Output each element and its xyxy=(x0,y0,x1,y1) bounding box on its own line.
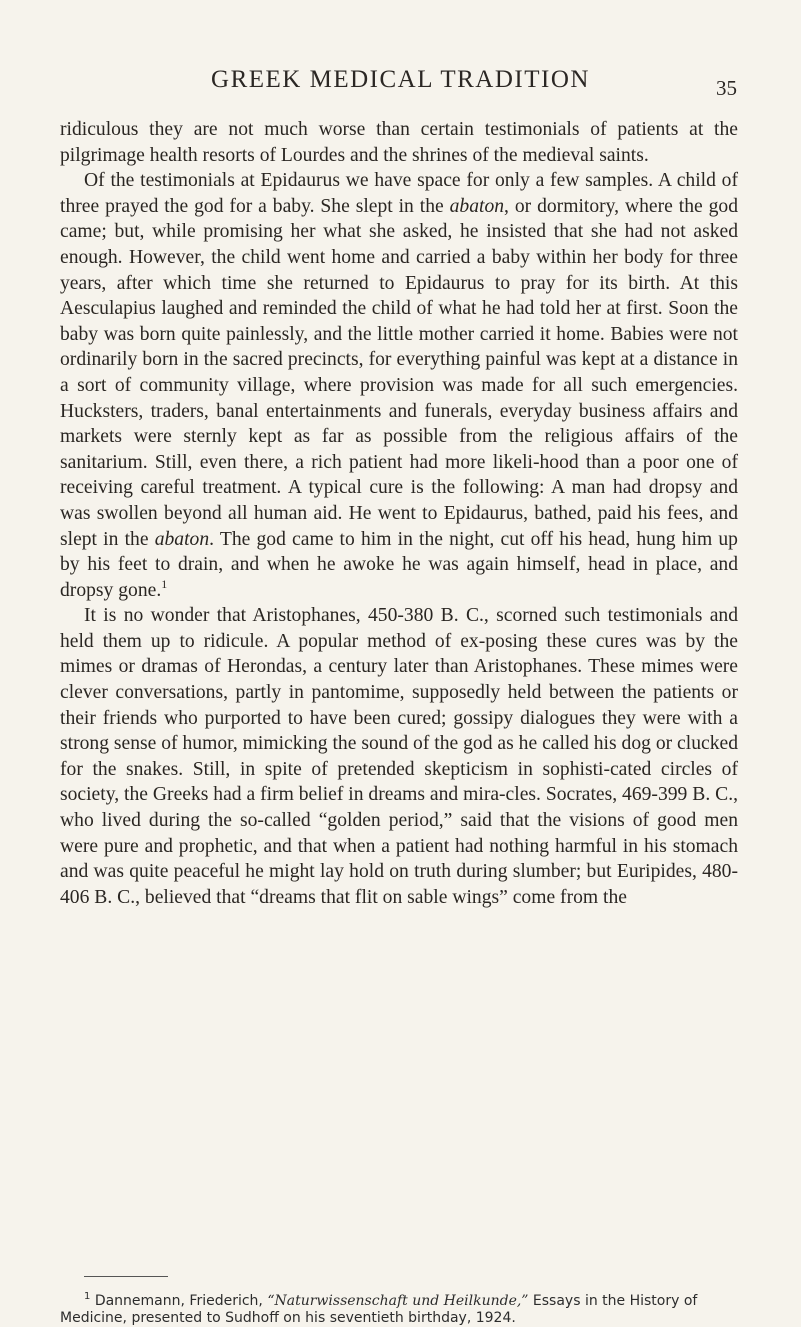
footnote-text-a: Dannemann, Friederich, xyxy=(90,1293,268,1309)
paragraph-2 xyxy=(60,168,738,603)
page-header xyxy=(0,66,801,100)
abaton-term: abaton xyxy=(449,195,505,217)
paragraph-2-text-a: Of the testimonials at Epidaurus we have space for only a few samples. A child of three prayed the god for a baby. She slept in the xyxy=(60,170,738,217)
footnote-text-b: Essays in the History of Medicine, presented to Sudhoff on his seventieth birthday, 1924. xyxy=(60,1293,698,1326)
running-head: GREEK MEDICAL TRADITION xyxy=(211,66,590,93)
footnote-reference[interactable]: 1 xyxy=(161,576,168,591)
footnote-mark: 1 xyxy=(84,1291,91,1302)
body-text xyxy=(60,117,738,910)
paragraph-3: It is no wonder that Aristophanes, 450-380 B. C., scorned such testimonials and held them up to ridicule. A popular method of ex-posing these cures was by the mimes or dramas of Herondas, a century later than Aristophanes. These mimes were clever conversations, partly in pantomime, supposedly held between the patients or their friends who purported to have been cured; gossipy dialogues they were with a strong sense of humor, mimicking the sound of the god as he called his dog or clucked for the snakes. Still, in spite of pretended skepticism in sophisti-cated circles of society, the Greeks had a firm belief in dreams and mira-cles. Socrates, 469-399 B. C., who lived during the so-called “golden period,” said that the visions of good men were pure and prophetic, and that when a patient had nothing harmful in his stomach and was quite peaceful he might lay hold on truth during slumber; but Euripides, 480-406 B. C., believed that “dreams that flit on sable wings” come from the xyxy=(60,605,738,908)
paragraph-2-text-c: . The god came to him in the night, cut off his head, hung him up by his feet to drain, and when he awoke he was again himself, head in place, and dropsy gone. xyxy=(60,528,738,601)
paragraph-1: ridiculous they are not much worse than certain testimonials of patients at the pilgrimage health resorts of Lourdes and the shrines of the medieval saints. xyxy=(60,119,738,166)
footnote-title: “Naturwissenschaft und Heilkunde,” xyxy=(267,1293,529,1309)
paragraph-2-text-b: , or dormitory, where the god came; but, while promising her what she asked, he insisted that she had not asked enough. However, the child went home and carried a baby within her body for three years, after which time she returned to Epidaurus to pray for its birth. At this Aesculapius laughed and reminded the child of what he had told her at first. Soon the baby was born quite painlessly, and the little mother carried it home. Babies were not ordinarily born in the sacred precincts, for everything painful was kept at a distance in a sort of community village, where provision was made for all such emergencies. Hucksters, traders, banal entertainments and funerals, everyday business affairs and markets were sternly kept as far as possible from the religious affairs of the sanitarium. Still, even there, a rich patient had more likeli-hood than a poor one of receiving careful treatment. A typical cure is the following: A man had dropsy and was swollen beyond all human aid. He went to Epidaurus, bathed, paid his fees, and slept in the xyxy=(60,195,738,550)
footnote-divider xyxy=(84,1276,168,1277)
footnote xyxy=(60,1293,740,1327)
abaton-term: abaton xyxy=(154,528,210,550)
page-number: 35 xyxy=(716,76,737,100)
